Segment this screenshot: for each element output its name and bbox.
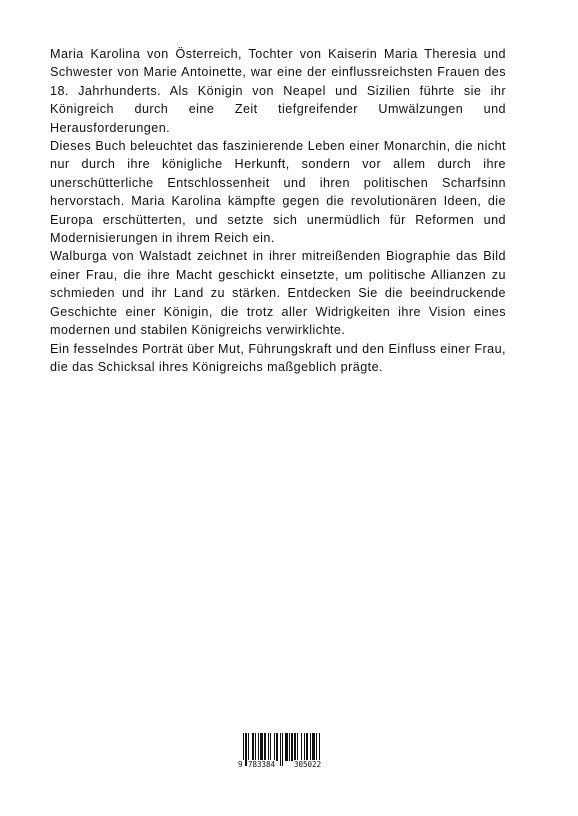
barcode-bar — [258, 733, 259, 761]
barcode-bar — [270, 733, 271, 761]
barcode-bar — [252, 733, 254, 761]
barcode-bar — [285, 733, 288, 761]
barcode-bar — [297, 733, 298, 761]
barcode-bar — [248, 733, 249, 761]
barcode-lead-digit: 9 — [238, 760, 243, 769]
barcode-bar — [304, 733, 305, 761]
blurb-paragraph-1: Maria Karolina von Österreich, Tochter von Kaiserin Maria Theresia und Schwester von Marie Antoinette, war eine der einflussreichsten Frauen des 18. Jahrhunderts. Als Königin von Neapel und Sizilien führte sie ihr Königreich durch eine Zeit tiefgreifender Umwälzungen und Herausforderungen. — [50, 47, 506, 135]
barcode-left-group: 783384 — [248, 760, 276, 769]
barcode-bar — [276, 733, 278, 761]
barcode-bar — [255, 733, 256, 761]
back-cover-blurb — [50, 45, 506, 376]
barcode-bar — [312, 733, 315, 761]
barcode-bar — [306, 733, 308, 761]
barcode-bar — [294, 733, 296, 761]
barcode-bar — [310, 733, 311, 761]
barcode-bar — [260, 733, 263, 761]
blurb-paragraph-4: Ein fesselndes Porträt über Mut, Führungskraft und den Einfluss einer Frau, die das Schicksal ihres Königreichs maßgeblich prägte. — [50, 341, 506, 374]
barcode-bar — [289, 733, 290, 761]
barcode-bar — [291, 733, 293, 761]
isbn-barcode — [233, 731, 343, 771]
blurb-paragraph-3: Walburga von Walstadt zeichnet in ihrer mitreißenden Biographie das Bild einer Frau, die ihre Macht geschickt einsetzte, um politische Allianzen zu schmieden und ihr Land zu stärken. Entdecken Sie die beeindruckende Geschichte einer Königin, die trotz aller Widrigkeiten ihre Vision eines modernen und stabilen Königreichs verwirklichte. — [50, 249, 506, 338]
barcode-bar — [301, 733, 302, 761]
barcode-bar — [274, 733, 275, 761]
barcode-bar — [268, 733, 269, 761]
barcode-right-group: 305022 — [294, 760, 322, 769]
barcode-digits — [233, 760, 343, 770]
barcode-bar — [316, 733, 317, 761]
blurb-paragraph-2: Dieses Buch beleuchtet das faszinierende Leben einer Monarchin, die nicht nur durch ihre königliche Herkunft, sondern vor allem durch ihre unerschütterliche Entschlossenheit und ihren politischen Scharfsinn hervorstach. Maria Karolina kämpfte gegen die revolutionären Ideen, die Europa erschütterten, und setzte sich unermüdlich für Reformen und Modernisierungen in ihrem Reich ein. — [50, 139, 506, 246]
barcode-bar — [264, 733, 266, 761]
